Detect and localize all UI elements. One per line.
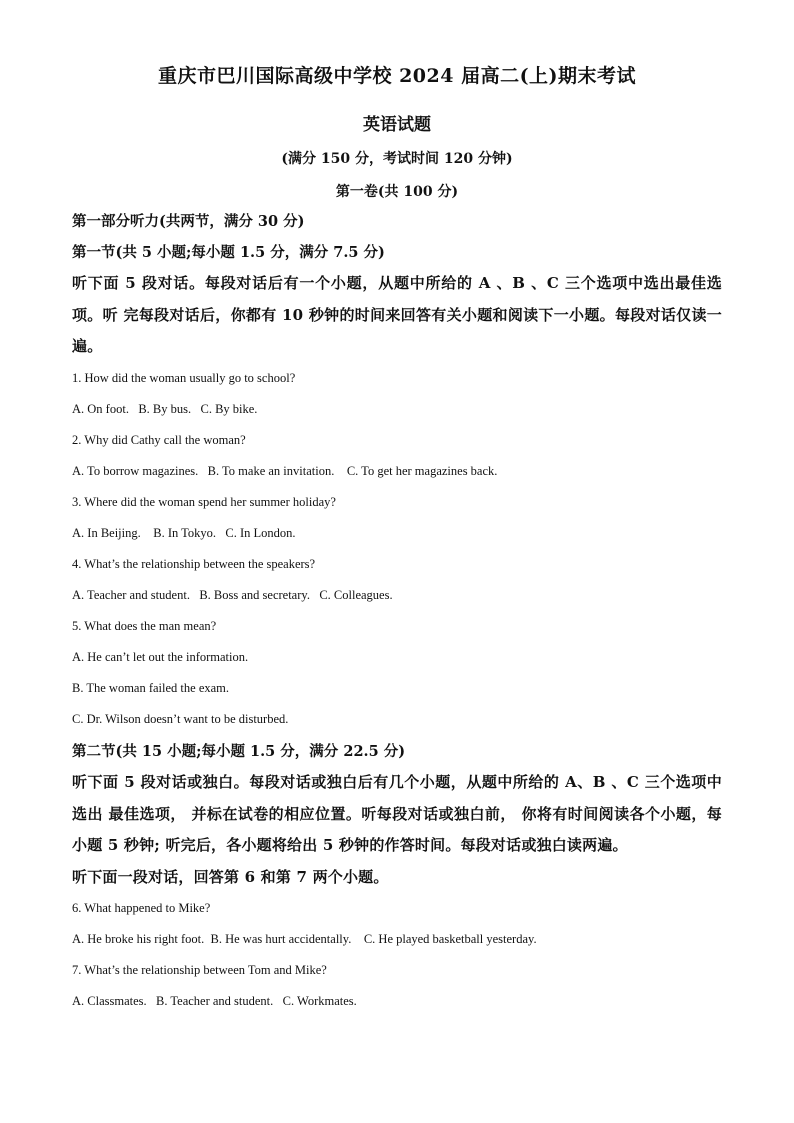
question-4: 4. What’s the relationship between the speakers?: [72, 557, 316, 571]
question-7: 7. What’s the relationship between Tom and Mike?: [72, 963, 327, 977]
section2-header-block: [72, 736, 722, 893]
question-5-option-c: C. Dr. Wilson doesn’t want to be disturbed.: [72, 712, 289, 726]
question-3: 3. Where did the woman spend her summer holiday?: [72, 495, 336, 509]
section2-instruction: 听下面 5 段对话或独白。每段对话或独白后有几个小题，从题中所给的 A、B 、C 三个选项中选出 最佳选项， 并标在试卷的相应位置。听每段对话或独白前， 你将有时间阅读各个小题，每小题 5 秒钟; 听完后，各小题将给出 5 秒钟的作答时间。每段对话或独白读两遍。: [72, 773, 722, 854]
part1-heading: 第一部分听力(共两节，满分 30 分): [72, 213, 305, 230]
exam-subject: 英语试题: [363, 115, 431, 135]
question-4-options: A. Teacher and student. B. Boss and secretary. C. Colleagues.: [72, 588, 393, 602]
section1-heading: 第一节(共 5 小题;每小题 1.5 分，满分 7.5 分): [72, 244, 385, 261]
part1-header-block: [72, 206, 722, 363]
question-3-options: A. In Beijing. B. In Tokyo. C. In London.: [72, 526, 296, 540]
section2-heading: 第二节(共 15 小题;每小题 1.5 分，满分 22.5 分): [72, 743, 406, 760]
question-7-options: A. Classmates. B. Teacher and student. C. Workmates.: [72, 994, 357, 1008]
question-5-option-b: B. The woman failed the exam.: [72, 681, 230, 695]
question-5: 5. What does the man mean?: [72, 619, 217, 633]
exam-volume: 第一卷(共 100 分): [335, 184, 459, 200]
question-5-option-a: A. He can’t let out the information.: [72, 650, 249, 664]
question-6: 6. What happened to Mike?: [72, 901, 211, 915]
question-1: 1. How did the woman usually go to school?: [72, 371, 296, 385]
exam-title: 重庆市巴川国际高级中学校 2024 届高二(上)期末考试: [157, 65, 637, 87]
section2-sub-instruction: 听下面一段对话，回答第 6 和第 7 两个小题。: [72, 867, 389, 886]
section1-instruction: 听下面 5 段对话。每段对话后有一个小题，从题中所给的 A 、B 、C 三个选项中选出最佳选项。听 完每段对话后，你都有 10 秒钟的时间来回答有关小题和阅读下一小题。每段对话仅读一遍。: [72, 274, 722, 355]
question-2: 2. Why did Cathy call the woman?: [72, 433, 246, 447]
question-1-options: A. On foot. B. By bus. C. By bike.: [72, 402, 258, 416]
section1-questions: [72, 363, 722, 735]
question-6-options: A. He broke his right foot. B. He was hurt accidentally. C. He played basketball yesterday.: [72, 932, 537, 946]
question-2-options: A. To borrow magazines. B. To make an invitation. C. To get her magazines back.: [72, 464, 498, 478]
exam-meta: (满分 150 分，考试时间 120 分钟): [281, 151, 513, 167]
section2-questions: [72, 893, 722, 1017]
